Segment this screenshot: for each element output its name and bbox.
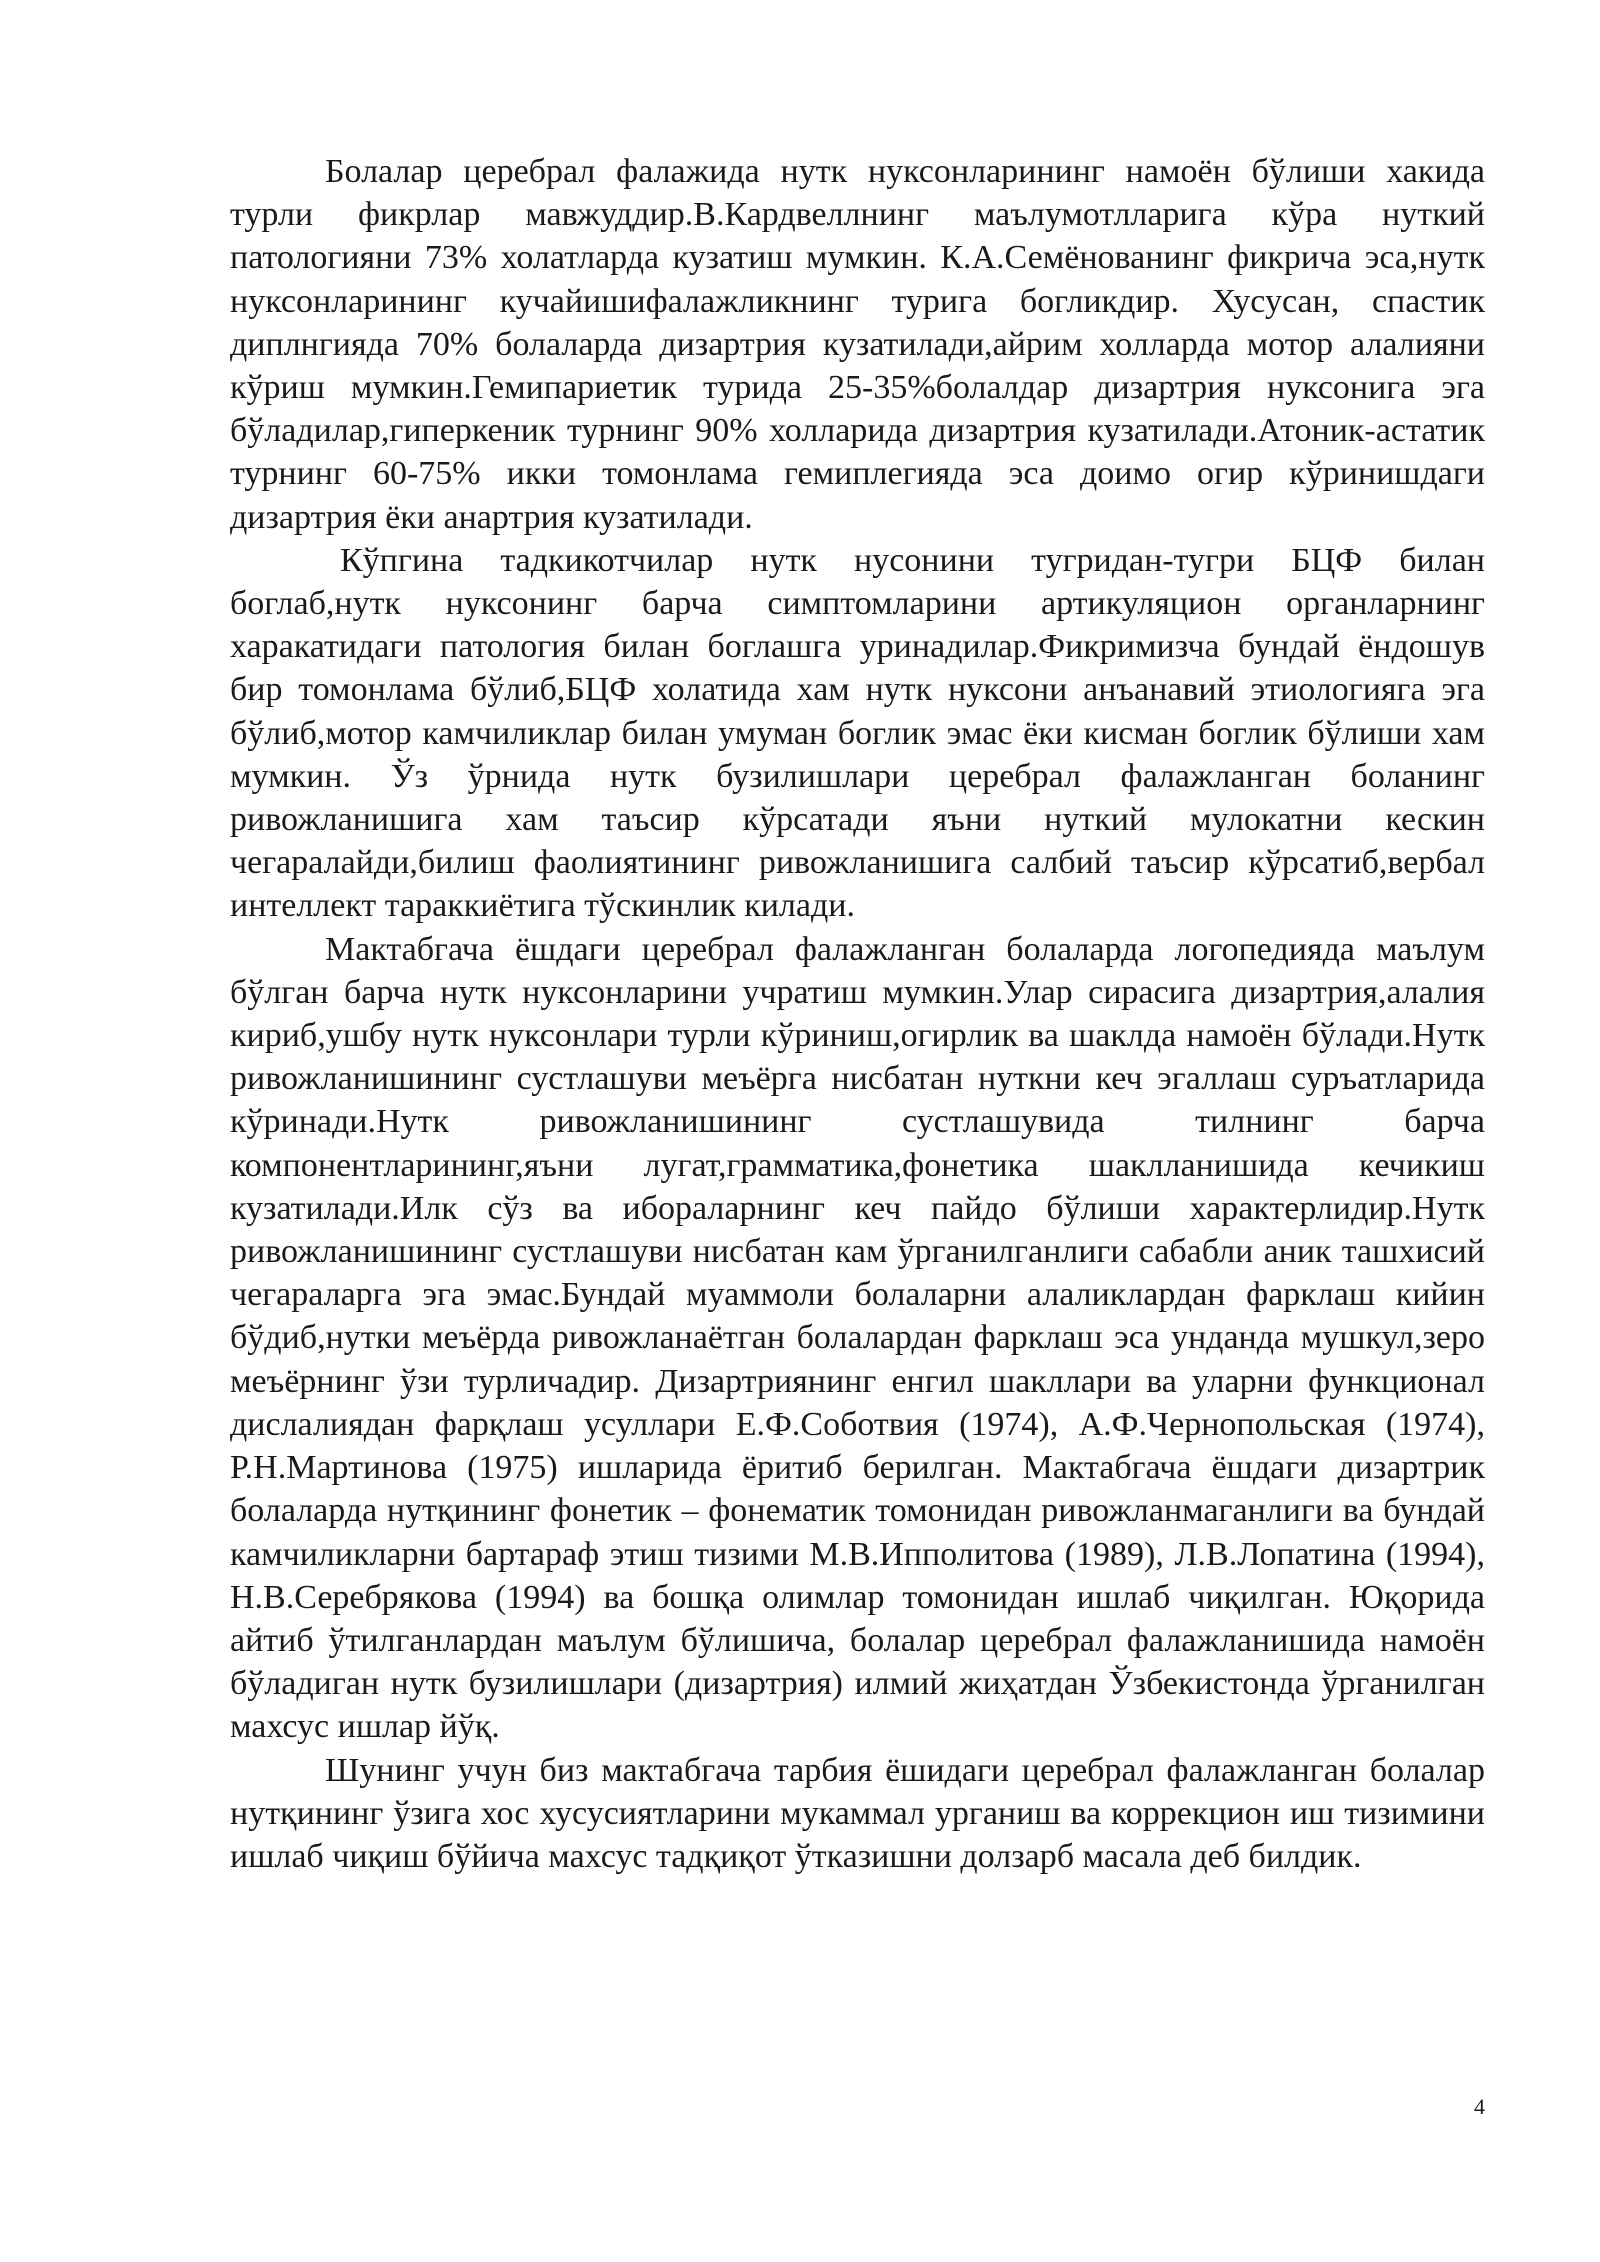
paragraph-2: Кўпгина тадкикотчилар нутк нусонини тугридан-тугри БЦФ билан боглаб,нутк нуксонинг барча симптомларини артикуляцион органларнинг харакатидаги патология билан боглашга уринадилар.Фикримизча бундай ёндошув бир томонлама бўлиб,БЦФ холатида хам нутк нуксони анъанавий этиологияга эга бўлиб,мотор камчиликлар билан умуман боглик эмас ёки кисман боглик бўлиши хам мумкин. Ўз ўрнида нутк бузилишлари церебрал фалажланган боланинг ривожланишига хам таъсир кўрсатади яъни нуткий мулокатни кескин чегаралайди,билиш фаолиятининг ривожланишига салбий таъсир кўрсатиб,вербал интеллект тараккиётига тўскинлик килади. — [230, 541, 1485, 925]
paragraph-3: Мактабгача ёшдаги церебрал фалажланган болаларда логопедияда маълум бўлган барча нутк нуксонларини учратиш мумкин.Улар сирасига дизартрия,алалия кириб,ушбу нутк нуксонлари турли кўриниш,огирлик ва шаклда намоён бўлади.Нутк ривожланишининг сустлашуви меъёрга нисбатан нуткни кеч эгаллаш суръатларида кўринади.Нутк ривожланишининг сустлашувида тилнинг барча компонентларининг,яъни лугат,грамматика,фонетика шаклланишида кечикиш кузатилади.Илк сўз ва ибораларнинг кеч пайдо бўлиши характерлидир.Нутк ривожланишининг сустлашуви нисбатан кам ўрганилганлиги сабабли аник ташхисий чегараларга эга эмас.Бундай муаммоли болаларни алаликлардан фарклаш кийин бўдиб,нутки меъёрда ривожланаётган болалардан фарклаш эса унданда мушкул,зеро меъёрнинг ўзи турличадир. Дизартриянинг енгил шакллари ва уларни функционал дислалиядан фарқлаш усуллари Е.Ф.Соботвия (1974), А.Ф.Чернопольская (1974), Р.Н.Мартинова (1975) ишларида ёритиб берилган. Мактабгача ёшдаги дизартрик болаларда нутқининг фонетик – фонематик томонидан ривожланмаганлиги ва бундай камчиликларни бартараф этиш тизими М.В.Ипполитова (1989), Л.В.Лопатина (1994), Н.В.Серебрякова (1994) ва бошқа олимлар томонидан ишлаб чиқилган. Юқорида айтиб ўтилганлардан маълум бўлишича, болалар церебрал фалажланишида намоён бўладиган нутк бузилишлари (дизартрия) илмий жиҳатдан Ўзбекистонда ўрганилган махсус ишлар йўқ. — [230, 930, 1485, 1746]
paragraph-1: Болалар церебрал фалажида нутк нуксонларининг намоён бўлиши хакида турли фикрлар мавжуддир.В.Кардвеллнинг маълумотлларига кўра нуткий патологияни 73% холатларда кузатиш мумкин. К.А.Семёнованинг фикрича эса,нутк нуксонларининг кучайишифалажликнинг турига богликдир. Хусусан, спастик диплнгияда 70% болаларда дизартрия кузатилади,айрим холларда мотор алалияни кўриш мумкин.Гемипариетик турида 25-35%болалдар дизартрия нуксонига эга бўладилар,гиперкеник турнинг 90% холларида дизартрия кузатилади.Атоник-астатик турнинг 60-75% икки томонлама гемиплегияда эса доимо огир кўринишдаги дизартрия ёки анартрия кузатилади. — [230, 153, 1485, 536]
body-text — [230, 150, 1485, 1878]
page-number: 4 — [1474, 2094, 1485, 2119]
paragraph-4: Шунинг учун биз мактабгача тарбия ёшидаги церебрал фалажланган болалар нутқининг ўзига хос хусусиятларини мукаммал урганиш ва коррекцион иш тизимини ишлаб чиқиш бўйича махсус тадқиқот ўтказишни долзарб масала деб билдик. — [230, 1751, 1485, 1875]
